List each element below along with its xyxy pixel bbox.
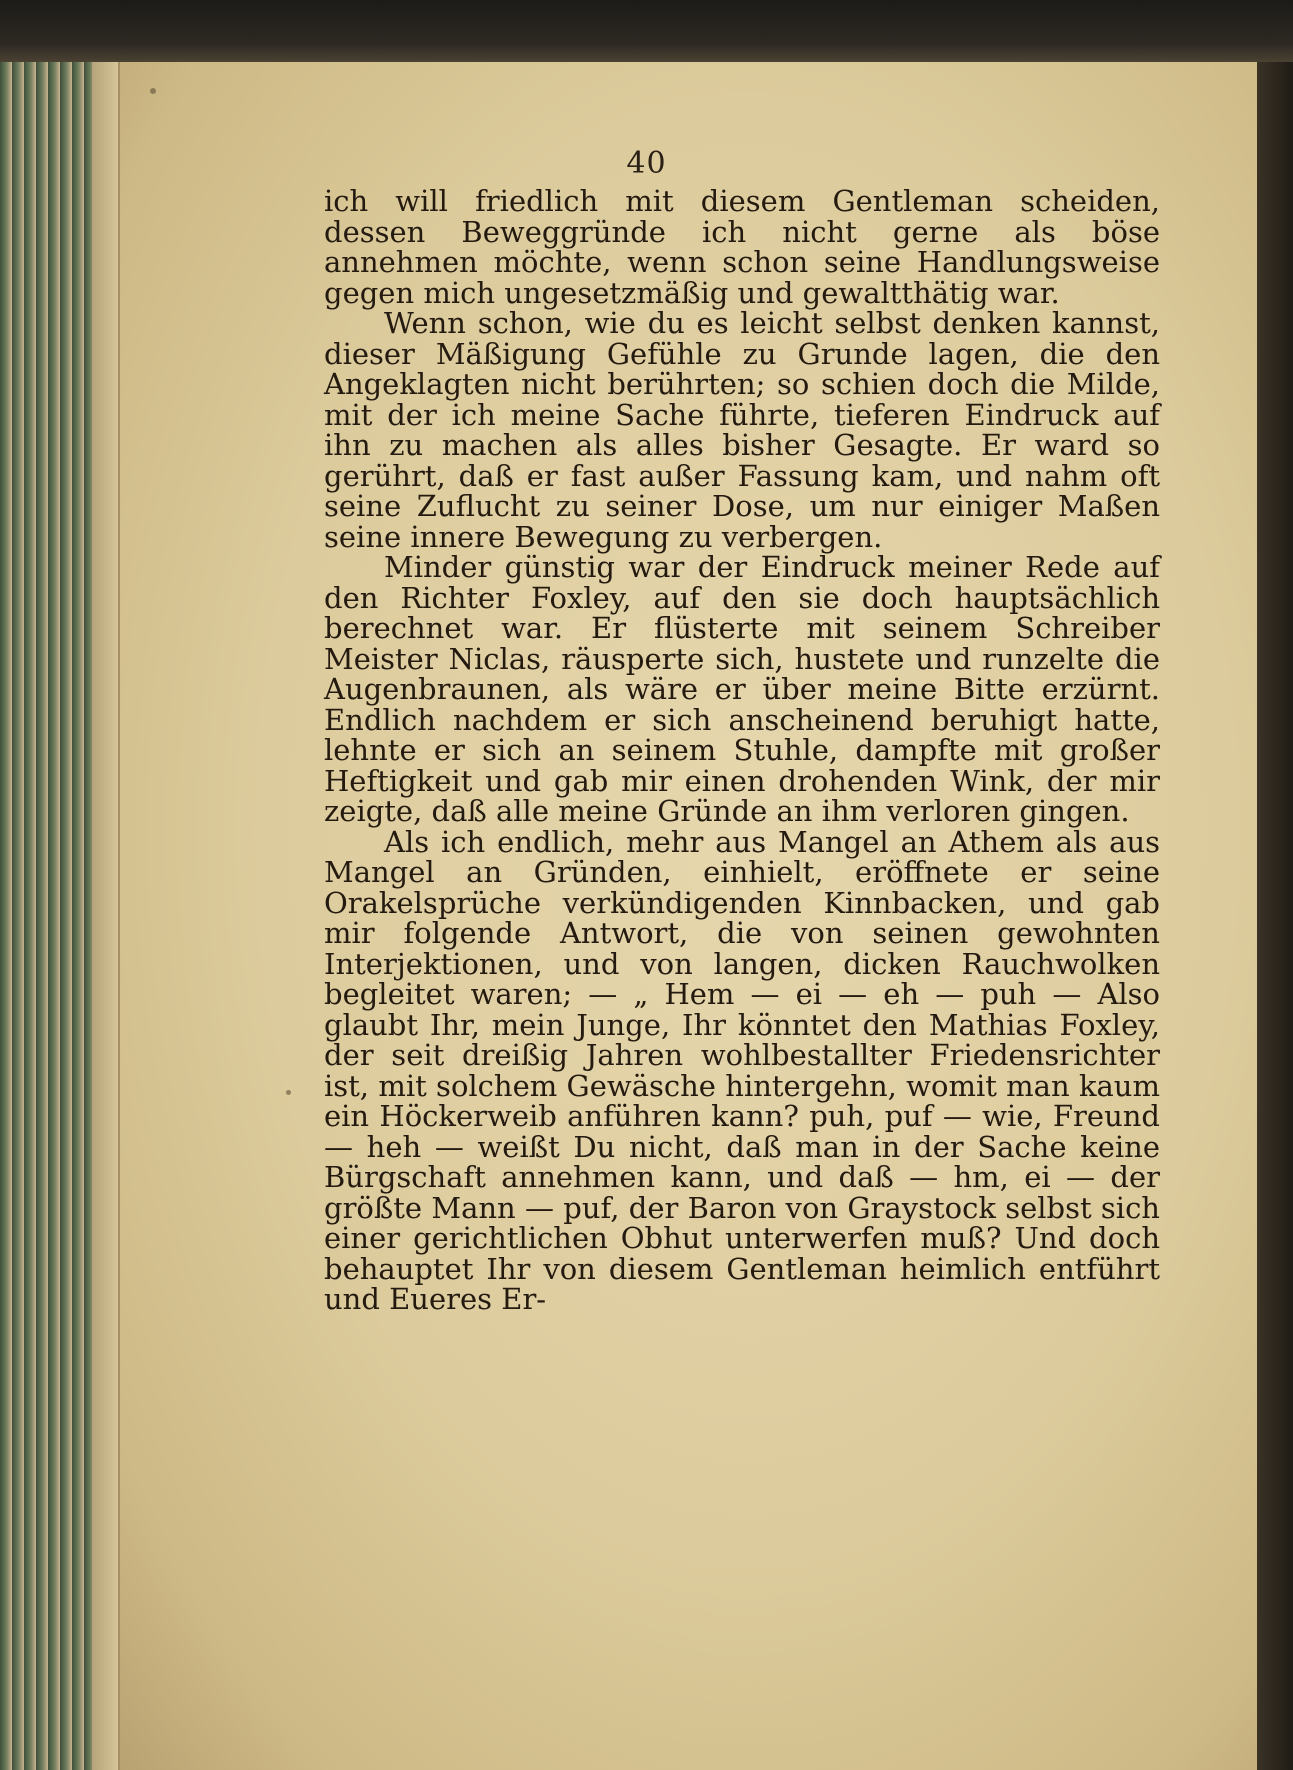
book-page-edges bbox=[0, 62, 120, 1770]
paragraph: Wenn schon, wie du es leicht selbst denken kannst, dieser Mäßigung Gefühle zu Grunde lagen, die den Angeklagten nicht berührten; so schien doch die Milde, mit der ich meine Sache führte, tieferen Eindruck auf ihn zu machen als alles bisher Gesagte. Er ward so gerührt, daß er fast außer Fassung kam, und nahm oft seine Zuflucht zu seiner Dose, um nur einiger Maßen seine innere Bewegung zu verbergen. bbox=[324, 306, 1160, 554]
right-page-shadow bbox=[1257, 62, 1293, 1770]
paper-speck bbox=[286, 1090, 291, 1095]
scanner-background bbox=[0, 0, 1293, 62]
page-number: 40 bbox=[626, 146, 667, 181]
paper-speck bbox=[150, 88, 156, 94]
paragraph: ich will friedlich mit diesem Gentleman scheiden, dessen Beweggründe ich nicht gerne als böse annehmen möchte, wenn schon seine Handlungsweise gegen mich ungesetzmäßig und gewaltthätig war. bbox=[324, 184, 1160, 310]
paragraph: Als ich endlich, mehr aus Mangel an Athem als aus Mangel an Gründen, einhielt, eröffnete er seine Orakelsprüche verkündigenden Kinnbacken, und gab mir folgende Antwort, die von seinen gewohnten Interjektionen, und von langen, dicken Rauchwolken begleitet waren; — „ Hem — ei — eh — puh — Also glaubt Ihr, mein Junge, Ihr könntet den Mathias Foxley, der seit dreißig Jahren wohlbestallter Friedensrichter ist, mit solchem Gewäsche hintergehn, womit man kaum ein Höckerweib anführen kann? puh, puf — wie, Freund — heh — weißt Du nicht, daß man in der Sache keine Bürgschaft annehmen kann, und daß — hm, ei — der größte Mann — puf, der Baron von Graystock selbst sich einer gerichtlichen Obhut unterwerfen muß? Und doch behauptet Ihr von diesem Gentleman heimlich entführt und Eueres Er- bbox=[324, 824, 1160, 1316]
body-text bbox=[324, 186, 1160, 1315]
paragraph: Minder günstig war der Eindruck meiner Rede auf den Richter Foxley, auf den sie doch hauptsächlich berechnet war. Er flüsterte mit seinem Schreiber Meister Niclas, räusperte sich, hustete und runzelte die Augenbraunen, als wäre er über meine Bitte erzürnt. Endlich nachdem er sich anscheinend beruhigt hatte, lehnte er sich an seinem Stuhle, dampfte mit großer Heftigkeit und gab mir einen drohenden Wink, der mir zeigte, daß alle meine Gründe an ihm verloren gingen. bbox=[324, 550, 1160, 828]
